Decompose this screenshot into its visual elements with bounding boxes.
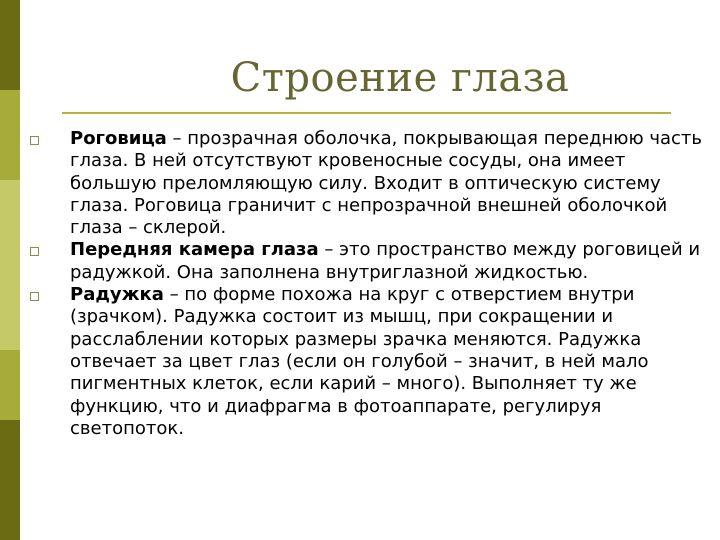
term-description: – по форме похожа на круг с отверстием внутри (зрачком). Радужка состоит из мышц, при сокращении и расслаблении которых размеры зрачка меняются. Радужка отвечает за цвет глаз (если он голубой – значит, в ней мало пигментных клеток, если карий – много). Выполняет ту же функцию, что и диафрагма в фотоаппарате, регулируя светопоток. [70,284,649,439]
bullet-square-icon [30,239,70,256]
bullet-square-icon [30,284,70,301]
sidebar-block-middle [0,180,20,350]
sidebar-block-bottom [0,420,20,540]
list-item-anterior-chamber [30,239,710,284]
title-underline [62,112,671,114]
sidebar-block-upper-mid [0,90,20,180]
term-label: Передняя камера глаза [70,239,319,261]
term-description: – это пространство между роговицей и радужкой. Она заполнена внутриглазной жидкостью. [70,239,701,283]
list-item-cornea [30,128,710,239]
list-item-iris [30,284,710,440]
sidebar-block-lower-mid [0,350,20,420]
bullet-list [30,128,710,440]
term-label: Радужка [70,284,164,306]
term-description: – прозрачная оболочка, покрывающая переднюю часть глаза. В ней отсутствуют кровеносные сосуды, она имеет большую преломляющую силу. Входит в оптическую систему глаза. Роговица граничит с непрозрачной внешней оболочкой глаза – склерой. [70,128,702,239]
slide-title: Строение глаза [230,55,570,101]
list-item-text [70,284,710,440]
term-label: Роговица [70,128,167,149]
list-item-text [70,128,710,239]
bullet-square-icon [30,128,70,145]
list-item-text [70,239,710,284]
